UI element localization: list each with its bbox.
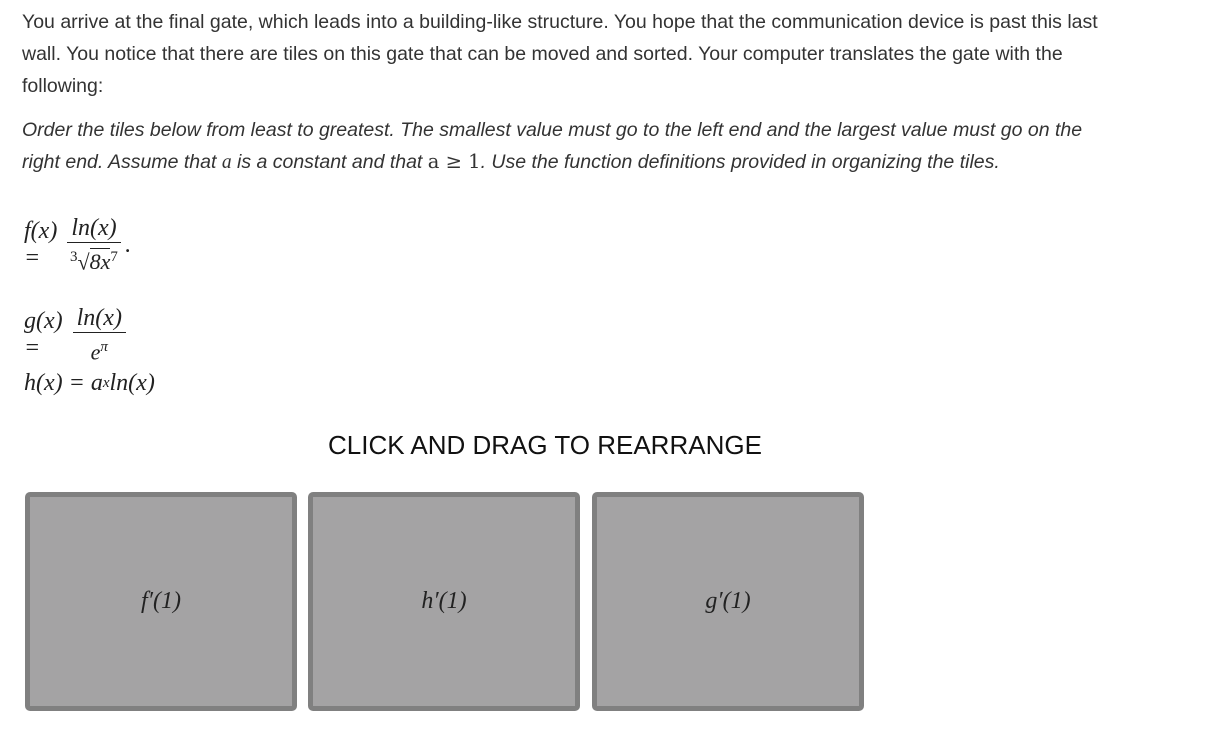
intro-paragraph: You arrive at the final gate, which leads into a building-like structure. You hope that the communication device is past this last wall. You notice that there are tiles on this gate that can be moved and sorted. Your computer translates the gate with the following:	[22, 11, 1098, 97]
f-lhs: f(x) =	[24, 218, 58, 272]
tile-h-prime[interactable]	[308, 492, 580, 711]
h-exponent: x	[102, 375, 110, 391]
tile-label: f′(1)	[141, 588, 181, 614]
equation-g	[24, 304, 130, 366]
f-numerator: ln(x)	[67, 214, 120, 243]
instructions-paragraph	[22, 114, 1117, 179]
condition: a ≥ 1	[427, 150, 481, 173]
h-rest: ln(x)	[109, 370, 155, 396]
tile-label: g′(1)	[705, 588, 751, 614]
tile-f-prime[interactable]	[25, 492, 297, 711]
radicand: 8x	[89, 249, 111, 275]
equation-f	[24, 214, 131, 276]
tile-label: h′(1)	[421, 588, 467, 614]
f-fraction	[67, 214, 120, 276]
drag-instructions: CLICK AND DRAG TO REARRANGE	[328, 430, 762, 460]
g-den-base: e	[90, 339, 101, 365]
g-lhs: g(x) =	[24, 308, 63, 362]
equation-h	[24, 370, 155, 397]
variable-a: a	[221, 152, 232, 173]
h-lhs: h(x) = a	[24, 370, 103, 396]
instructions-text-2: is a constant and that	[231, 151, 428, 173]
g-numerator: ln(x)	[73, 304, 126, 333]
f-denominator: $^3√8x^7$	[70, 249, 118, 275]
instructions-text-3: . Use the function definitions provided in organizing the tiles.	[480, 151, 1000, 173]
g-den-exponent: π	[100, 339, 108, 355]
g-denominator	[91, 333, 108, 366]
tile-g-prime[interactable]	[592, 492, 864, 711]
f-period: .	[124, 231, 131, 258]
f-exponent: 7	[110, 249, 118, 265]
root-index: 3	[70, 249, 78, 265]
g-fraction	[73, 304, 126, 366]
instructions-text-1: Order the tiles below from least to greatest. The smallest value must go to the left end and the largest value must go on the right end. Assume that	[22, 119, 1083, 173]
question-text	[22, 6, 1117, 179]
